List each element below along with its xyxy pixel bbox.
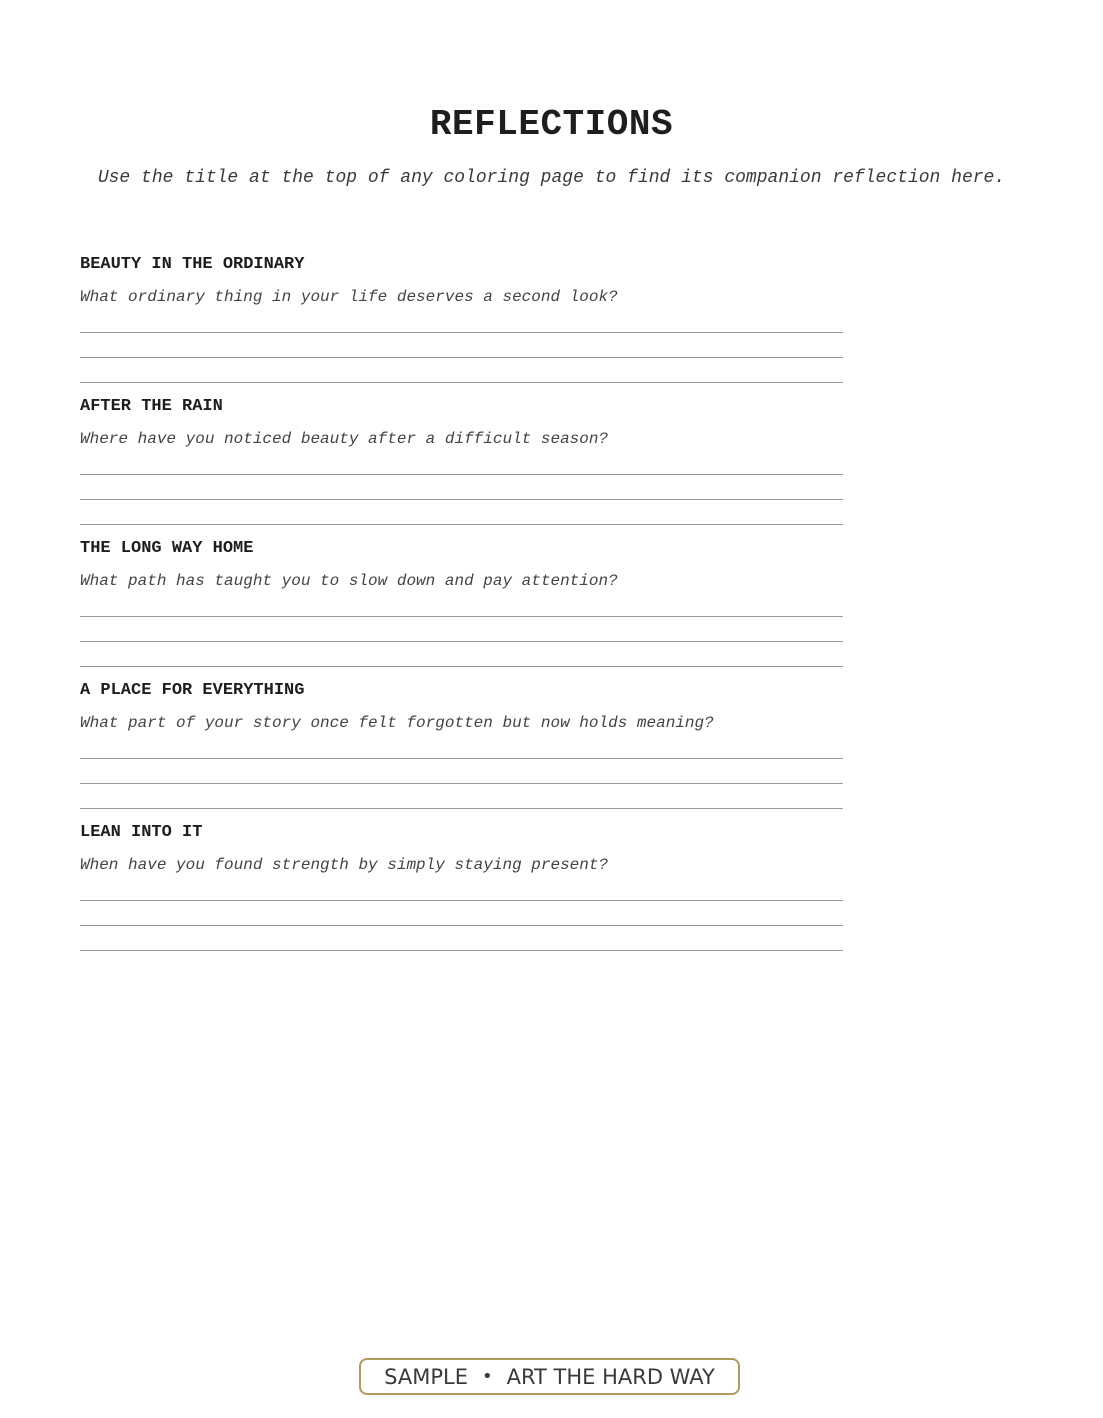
section-prompt: What ordinary thing in your life deserves a second look? bbox=[80, 288, 618, 306]
writing-line[interactable] bbox=[80, 758, 843, 759]
section-title: LEAN INTO IT bbox=[80, 823, 203, 842]
writing-line[interactable] bbox=[80, 616, 843, 617]
section-prompt: What path has taught you to slow down and pay attention? bbox=[80, 572, 618, 590]
section-title: BEAUTY IN THE ORDINARY bbox=[80, 255, 305, 274]
section-title: AFTER THE RAIN bbox=[80, 397, 223, 416]
section-title: THE LONG WAY HOME bbox=[80, 539, 254, 558]
writing-line[interactable] bbox=[80, 524, 843, 525]
writing-line[interactable] bbox=[80, 499, 843, 500]
writing-line[interactable] bbox=[80, 950, 843, 951]
writing-line[interactable] bbox=[80, 382, 843, 383]
section-prompt: When have you found strength by simply staying present? bbox=[80, 856, 609, 874]
writing-line[interactable] bbox=[80, 332, 843, 333]
writing-line[interactable] bbox=[80, 357, 843, 358]
writing-line[interactable] bbox=[80, 474, 843, 475]
section-prompt: What part of your story once felt forgotten but now holds meaning? bbox=[80, 714, 714, 732]
writing-line[interactable] bbox=[80, 783, 843, 784]
writing-line[interactable] bbox=[80, 925, 843, 926]
brand-label: ART THE HARD WAY bbox=[506, 1364, 715, 1389]
writing-line[interactable] bbox=[80, 900, 843, 901]
bullet-separator: • bbox=[481, 1366, 493, 1387]
sample-badge bbox=[359, 1358, 740, 1395]
writing-line[interactable] bbox=[80, 808, 843, 809]
intro-text: Use the title at the top of any coloring page to find its companion reflection here. bbox=[97, 168, 1006, 188]
writing-line[interactable] bbox=[80, 666, 843, 667]
sample-label: SAMPLE bbox=[384, 1364, 468, 1389]
section-prompt: Where have you noticed beauty after a difficult season? bbox=[80, 430, 609, 448]
section-title: A PLACE FOR EVERYTHING bbox=[80, 681, 305, 700]
writing-line[interactable] bbox=[80, 641, 843, 642]
page-title: REFLECTIONS bbox=[429, 104, 674, 145]
